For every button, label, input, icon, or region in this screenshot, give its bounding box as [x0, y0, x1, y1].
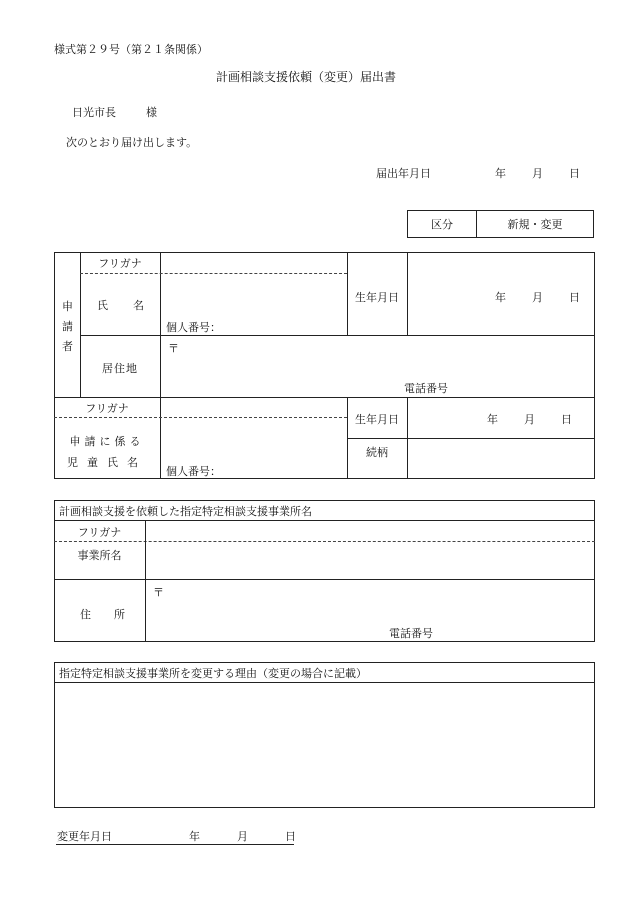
category-label: 区分	[431, 218, 453, 231]
submission-month-label: 月	[532, 167, 543, 180]
applicant-section-label-1: 申	[62, 300, 73, 313]
category-value[interactable]: 新規・変更	[507, 218, 563, 231]
submission-year-label: 年	[495, 167, 506, 180]
label-column-divider	[160, 252, 161, 479]
change-date-label: 変更年月日	[57, 830, 112, 843]
change-month-label: 月	[237, 830, 248, 843]
applicant-phone-label: 電話番号	[404, 382, 448, 395]
office-address-label-2: 所	[114, 608, 125, 621]
applicant-name-label-2: 名	[133, 299, 144, 312]
addressee: 日光市長	[72, 106, 116, 119]
office-header-divider	[54, 520, 595, 521]
child-relationship-label: 続柄	[366, 446, 388, 459]
office-phone-label: 電話番号	[389, 627, 433, 640]
child-section-divider	[54, 397, 595, 398]
child-birth-month: 月	[524, 413, 535, 426]
page-title: 計画相談支援依頼（変更）届出書	[216, 70, 397, 84]
change-day-label: 日	[285, 830, 296, 843]
applicant-birth-day: 日	[569, 291, 580, 304]
reason-box[interactable]	[54, 662, 595, 808]
intro-text: 次のとおり届け出します。	[66, 136, 198, 149]
office-furigana-divider	[54, 541, 595, 542]
child-relationship-divider	[347, 438, 595, 439]
child-birth-date-label: 生年月日	[355, 413, 399, 426]
applicant-birth-date-label: 生年月日	[355, 291, 399, 304]
honorific: 様	[146, 106, 157, 119]
office-name-label: 事業所名	[77, 549, 122, 562]
applicant-section-label-3: 者	[62, 340, 73, 353]
applicant-name-label-1: 氏	[97, 299, 108, 312]
applicant-furigana-label: フリガナ	[98, 257, 142, 270]
child-name-label-line1: 申請に係る	[69, 435, 145, 448]
applicant-birth-month: 月	[532, 291, 543, 304]
submission-date-label: 届出年月日	[376, 167, 431, 180]
submission-day-label: 日	[569, 167, 580, 180]
office-header: 計画相談支援を依頼した指定特定相談支援事業所名	[59, 505, 312, 518]
office-address-divider	[54, 579, 595, 580]
child-furigana-divider	[54, 417, 347, 418]
reason-header-divider	[54, 682, 595, 683]
child-name-label-line2: 児童氏名	[67, 456, 147, 469]
applicant-furigana-divider	[80, 273, 347, 274]
office-address-label-1: 住	[80, 608, 91, 621]
applicant-individual-number-label: 個人番号：	[166, 321, 221, 334]
office-table	[54, 500, 595, 642]
form-number: 様式第２９号（第２１条関係）	[54, 43, 208, 56]
child-furigana-label: フリガナ	[85, 402, 129, 415]
applicant-postal-mark: 〒	[168, 342, 179, 355]
applicant-birth-year: 年	[495, 291, 506, 304]
child-individual-number-label: 個人番号：	[166, 465, 221, 478]
applicant-address-divider	[80, 335, 595, 336]
applicant-section-label-2: 請	[62, 320, 73, 333]
change-year-label: 年	[189, 830, 200, 843]
child-birth-day: 日	[561, 413, 572, 426]
child-birth-year: 年	[487, 413, 498, 426]
office-furigana-label: フリガナ	[77, 526, 122, 539]
change-date-underline	[56, 844, 294, 845]
office-postal-mark: 〒	[153, 586, 164, 599]
applicant-address-label: 居住地	[102, 362, 138, 375]
birth-value-divider-top	[407, 252, 408, 335]
office-label-divider	[145, 520, 146, 642]
reason-header: 指定特定相談支援事業所を変更する理由（変更の場合に記載）	[59, 667, 367, 680]
